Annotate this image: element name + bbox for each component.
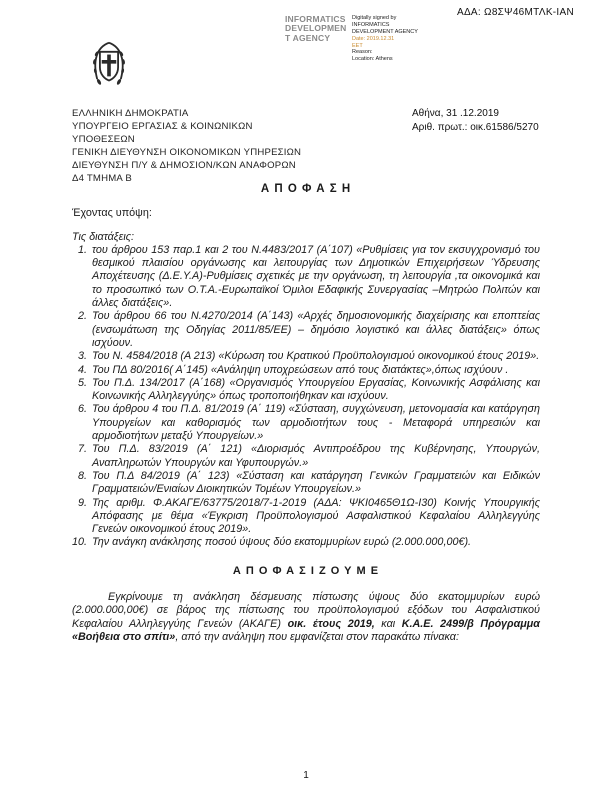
issuer-line: ΥΠΟΘΕΣΕΩΝ — [72, 134, 135, 145]
having-regard-text: Έχοντας υπόψη: — [72, 207, 152, 220]
consideration-item: 7. Του Π.Δ. 83/2019 (Α΄ 121) «Διορισμός Αντιπροέδρου της Κυβέρνησης, Υπουργών, Αναπληρωτών Υπουργών και Υφυπουργών.» — [90, 443, 540, 470]
consideration-item: 8. Του Π.Δ 84/2019 (Α΄ 123) «Σύσταση και κατάργηση Γενικών Γραμματειών και Ειδικών Γραμματειών/Ενιαίων Διοικητικών Τομέων Υπουργείων.» — [90, 470, 540, 497]
issuer-block — [72, 107, 301, 185]
issuer-line: ΕΛΛΗΝΙΚΗ ΔΗΜΟΚΡΑΤΙΑ — [72, 108, 189, 119]
stamp-line: INFORMATICS — [352, 21, 390, 28]
stamp-line: EET — [352, 42, 363, 49]
stamp-signature-details — [352, 15, 418, 63]
considerations-list — [72, 244, 540, 550]
place-date: Αθήνα, 31 .12.2019 — [412, 108, 499, 119]
provisions-text: Τις διατάξεις: — [72, 230, 134, 243]
issuer-line: ΥΠΟΥΡΓΕΙΟ ΕΡΓΑΣΙΑΣ & ΚΟΙΝΩΝΙΚΩΝ — [72, 121, 253, 132]
decision-segment: Εγκρίνουμε τη ανάκληση δέσμευσης πίστωσης ύψους δύο εκατομμυρίων ευρώ (2.000.000,00€) σε βάρος της πίστωσης του προϋπολογισμού εξόδων του Ασφαλιστικού Κεφαλαίου Αλληλεγγύης Γενεών (ΑΚΑΓΕ) — [72, 591, 540, 630]
consideration-item: 1. του άρθρου 153 παρ.1 και 2 του Ν.4483/2017 (Α΄107) «Ρυθμίσεις για τον εκσυγχρονισμό του θεσμικού πλαισίου οργάνωσης και λειτουργίας των Δημοτικών Επιχειρήσεων Ύδρευσης Αποχέτευσης (Δ.Ε.Υ.Α)-Ρυθμίσεις σχετικές με την οργάνωση, τη λειτουργία ,τα οικονομικά και το προσωπικό των Ο.Τ.Α.-Ευρωπαϊκοί Όμιλοι Εδαφικής Συνεργασίας –Μητρώο Πολιτών και άλλες διατάξεις». — [90, 244, 540, 310]
stamp-line: Date: 2019.12.31 — [352, 35, 395, 42]
consideration-item: 9. Της αριθμ. Φ.ΑΚΑΓΕ/63775/2018/7-1-2019 (ΑΔΑ: ΨΚΙ0465Θ1Ω-Ι30) Κοινής Υπουργικής Απόφασης με θέμα «Έγκριση Προϋπολογισμού Ασφαλιστικού Κεφαλαίου Αλληλεγγύης Γενεών οικονομικού έτους 2019». — [90, 497, 540, 537]
page-number: 1 — [303, 770, 309, 781]
consideration-item: 6. Του άρθρου 4 του Π.Δ. 81/2019 (Α΄ 119) «Σύσταση, συγχώνευση, μετονομασία και κατάργηση Υπουργείων και καθορισμός των αρμοδιοτήτων τους - Μεταφορά υπηρεσιών και αρμοδιοτήτων μεταξύ Υπουργείων.» — [90, 403, 540, 443]
date-protocol-block — [412, 107, 539, 134]
decision-segment: οικ. έτους 2019, — [287, 617, 375, 630]
consideration-item: 2. Του άρθρου 66 του Ν.4270/2014 (Α΄143) «Αρχές δημοσιονομικής διαχείρισης και εποπτείας (ενσωμάτωση της Οδηγίας 2011/85/ΕΕ) – δημόσιο λογιστικό και άλλες διατάξεις» όπως ισχύουν. — [90, 310, 540, 350]
stamp-line: Reason: — [352, 49, 373, 56]
consideration-item: 4. Του ΠΔ 80/2016( Α΄145) «Ανάληψη υποχρεώσεων από τους διατάκτες»,όπως ισχύουν . — [90, 364, 540, 377]
ada-code: ΑΔΑ: Ω8ΣΨ46ΜΤΛΚ-ΙΑΝ — [456, 7, 574, 18]
stamp-line: Digitally signed by — [352, 15, 397, 21]
decision-title: Α Π Ο Φ Α Σ Η — [260, 183, 352, 195]
issuer-line: Δ4 ΤΜΗΜΑ Β — [72, 173, 132, 184]
greek-national-emblem-icon — [86, 40, 132, 90]
decision-paragraph — [72, 591, 540, 644]
protocol-number: Αριθ. πρωτ.: οικ.61586/5270 — [412, 121, 539, 133]
decision-segment: και — [374, 617, 402, 630]
consideration-item: 3. Του Ν. 4584/2018 (Α 213) «Κύρωση του Κρατικού Προϋπολογισμού οικονομικού έτους 2019». — [90, 350, 540, 363]
stamp-agency-label: INFORMATICS DEVELOPMENT AGENCY — [285, 14, 347, 43]
stamp-line: DEVELOPMENT AGENCY — [352, 28, 418, 35]
digital-signature-stamp — [285, 15, 418, 63]
decision-segment: Κ.Α.Ε. 2499/β Πρόγραμμα «Βοήθεια στο σπίτι» — [72, 617, 540, 643]
stamp-line: Location: Athens — [352, 56, 393, 63]
decision-segment: , από την ανάληψη που εμφανίζεται στον παρακάτω πίνακα: — [175, 630, 459, 643]
document-body — [72, 183, 540, 644]
decide-heading: Α Π Ο Φ Α Σ Ι Ζ Ο Υ Μ Ε — [232, 564, 380, 577]
issuer-line: ΓΕΝΙΚΗ ΔΙΕΥΘΥΝΣΗ ΟΙΚΟΝΟΜΙΚΩΝ ΥΠΗΡΕΣΙΩΝ — [72, 147, 302, 158]
consideration-item: 10. Την ανάγκη ανάκλησης ποσού ύψους δύο εκατομμυρίων ευρώ (2.000.000,00€). — [90, 536, 540, 549]
consideration-item: 5. Του Π.Δ. 134/2017 (Α΄168) «Οργανισμός Υπουργείου Εργασίας, Κοινωνικής Ασφάλισης και Κοινωνικής Αλληλεγγύης» όπως τροποποιήθηκαν και ισχύουν. — [90, 377, 540, 404]
issuer-line: ΔΙΕΥΘΥΝΣΗ Π/Υ & ΔΗΜΟΣΙΟΝ/ΚΩΝ ΑΝΑΦΟΡΩΝ — [72, 160, 296, 171]
